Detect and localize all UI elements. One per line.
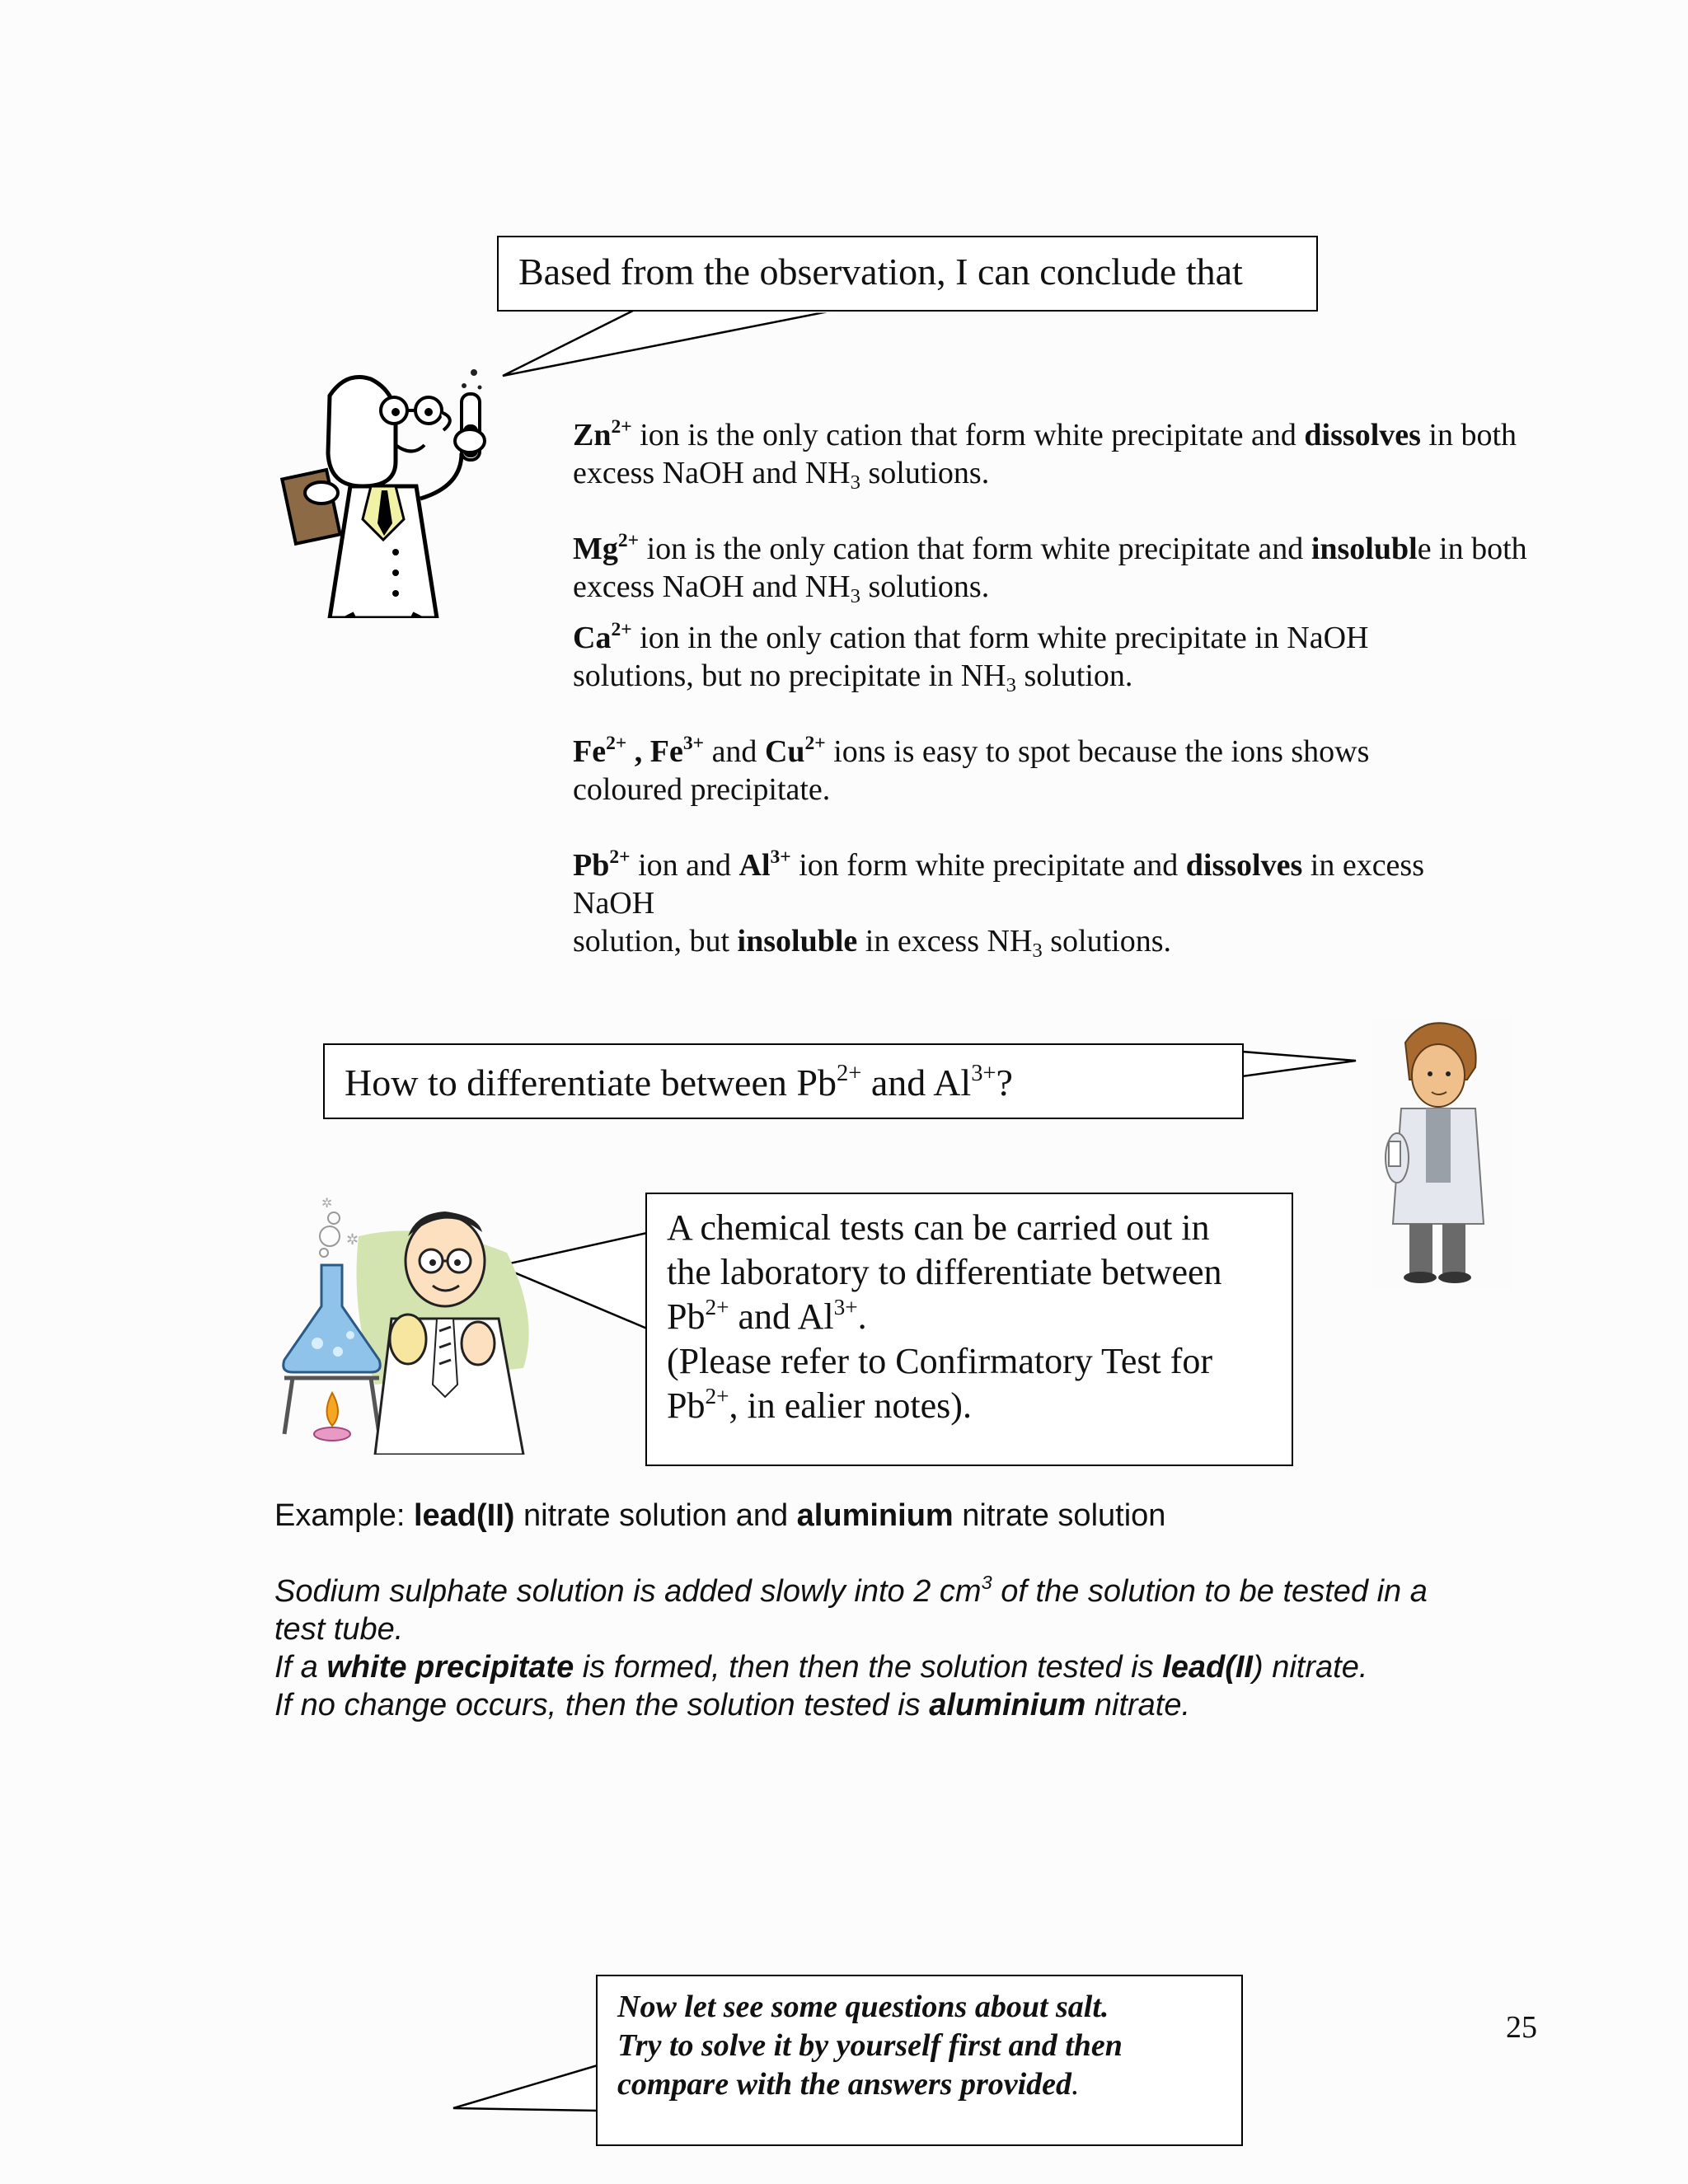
speech-bubble-answer	[645, 1193, 1293, 1466]
speech-bubble-conclusion	[497, 236, 1318, 312]
procedure-step-3: If no change occurs, then the solution tested is aluminium nitrate.	[274, 1688, 1191, 1722]
conclusion-mg: $Mg^{2+}$ ion is the only cation that form white precipitate and insoluble in both excess NaOH and $NH_3$ solutions.	[573, 530, 1527, 608]
conclusion-list	[573, 416, 1529, 963]
svg-text:✲: ✲	[346, 1231, 359, 1249]
final-text: Now let see some questions about salt. Try to solve it by yourself first and then compare with the answers provided.	[617, 1990, 1123, 2102]
answer-text: A chemical tests can be carried out in the laboratory to differentiate between $Pb^{2+}$ and $Al^{3+}$. (Please refer to Confirmatory Test for $Pb^{2+}$, in ealier notes).	[667, 1207, 1222, 1426]
scientist-with-flask-illustration	[276, 1187, 536, 1455]
page-number: 25	[1506, 2010, 1537, 2045]
conclusion-intro-text: Based from the observation, I can conclude that	[518, 251, 1243, 293]
procedure-step-1: Sodium sulphate solution is added slowly into 2 $cm^3$ of the solution to be tested in a	[274, 1572, 1428, 1609]
example-line: Example: lead(II) nitrate solution and aluminium nitrate solution	[274, 1498, 1166, 1533]
speech-bubble-question	[323, 1043, 1244, 1119]
conclusion-pb-al: $Pb^{2+}$ ion and $Al^{3+}$ ion form white precipitate and dissolves in excess NaOH solution, but insoluble in excess $NH_3$ solutions.	[573, 846, 1424, 963]
scientist-with-test-tube-illustration	[272, 363, 503, 618]
conclusion-fe-cu: $Fe^{2+}$ , $Fe^{3+}$ and $Cu^{2+}$ ions is easy to spot because the ions shows coloured precipitate.	[573, 733, 1370, 807]
procedure-step-2: If a white precipitate is formed, then then the solution tested is lead(II) nitrate.	[274, 1650, 1368, 1685]
question-text: How to differentiate between $Pb^{2+}$ and $Al^{3+}$?	[345, 1061, 1013, 1104]
svg-text:✲: ✲	[321, 1195, 333, 1211]
conclusion-zn: $Zn^{2+}$ ion is the only cation that form white precipitate and dissolves in both excess NaOH and $NH_3$ solutions.	[573, 416, 1517, 494]
test-procedure: Sodium sulphate solution is added slowly into 2 $cm^3$ of the solution to be tested in a test tube. If a white precipitate is formed, then then the solution tested is lead(II) nitrate. If no change occurs, then the solution tested is aluminium nitrate.	[274, 1572, 1544, 1724]
conclusion-ca: $Ca^{2+}$ ion in the only cation that form white precipitate in NaOH solutions, but no precipitate in $NH_3$ solution.	[573, 619, 1369, 697]
young-scientist-illustration	[1372, 1018, 1512, 1290]
speech-bubble-final	[596, 1975, 1243, 2146]
